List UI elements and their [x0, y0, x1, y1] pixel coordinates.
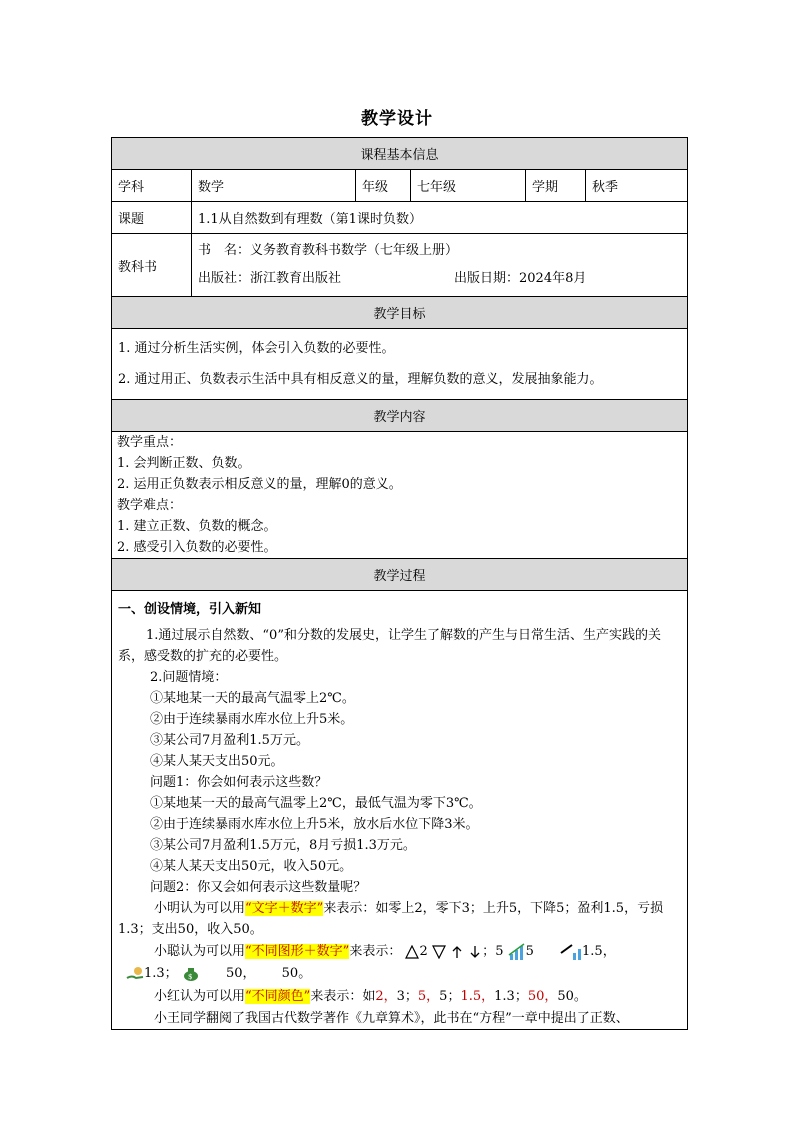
scenario-item: ①某地某一天的最高气温零上2℃。 — [150, 691, 355, 706]
bar-chart-down-icon — [560, 943, 582, 961]
topic-label: 课题 — [112, 202, 192, 234]
xiaocong-paragraph-cont: 1.3； $ 50， 50。 — [118, 963, 681, 985]
scenario-item: ④某人某天支出50元，收入50元。 — [150, 859, 353, 874]
section-heading: 一、创设情境，引入新知 — [118, 602, 262, 617]
page-title: 教学设计 — [361, 109, 433, 129]
question-1: 问题1：你会如何表示这些数？ — [150, 775, 328, 790]
xiaowang-paragraph: 小王同学翻阅了我国古代数学著作《九章算术》，此书在“方程”一章中提出了正数、 — [154, 1011, 629, 1026]
svg-text:$: $ — [187, 972, 193, 981]
book-name: 书 名：义务教育教科书数学（七年级上册） — [198, 243, 459, 258]
subject-label: 学科 — [112, 170, 192, 202]
highlight-shape-number: “不同图形＋数字” — [245, 944, 350, 959]
lesson-table — [111, 137, 688, 1030]
highlight-text-number: “文字＋数字” — [245, 901, 324, 916]
money-bag-icon — [182, 966, 200, 982]
triangle-up-icon — [405, 945, 419, 959]
paragraph-scenario-title: 2.问题情境： — [150, 670, 228, 685]
bar-chart-up-icon — [508, 943, 526, 961]
arrow-down-icon — [468, 945, 482, 959]
publish-date: 出版日期：2024年8月 — [454, 271, 587, 286]
topic-value: 1.1从自然数到有理数（第1课时负数） — [192, 202, 688, 234]
subject-value: 数学 — [192, 170, 356, 202]
goal-item: 1. 通过分析生活实例，体会引入负数的必要性。 — [118, 341, 395, 356]
difficulty-item: 1. 建立正数、负数的概念。 — [117, 519, 277, 534]
highlight-color: “不同颜色” — [245, 989, 311, 1004]
question-2: 问题2：你又会如何表示这些数量呢？ — [150, 880, 367, 895]
difficulty-label: 教学难点： — [117, 498, 183, 513]
scenario-item: ③某公司7月盈利1.5万元，8月亏损1.3万元。 — [150, 838, 416, 853]
scenario-item: ②由于连续暴雨水库水位上升5米，放水后水位下降3米。 — [150, 817, 479, 832]
basic-info-header: 课程基本信息 — [112, 138, 688, 170]
key-points-label: 教学重点： — [117, 435, 183, 450]
textbook-label: 教科书 — [112, 234, 192, 297]
scenario-item: ②由于连续暴雨水库水位上升5米。 — [150, 712, 354, 727]
money-hand-icon — [126, 966, 144, 982]
xiaoming-paragraph: 小明认为可以用“文字＋数字”来表示：如零上2，零下3；上升5，下降5；盈利1.5，亏损1.3；支出50，收入50。 — [118, 901, 664, 937]
scenario-item: ①某地某一天的最高气温零上2℃，最低气温为零下3℃。 — [150, 796, 482, 811]
goals-header: 教学目标 — [112, 297, 688, 329]
publisher: 出版社：浙江教育出版社 — [198, 271, 342, 286]
key-point-item: 2. 运用正负数表示相反意义的量，理解0的意义。 — [117, 477, 402, 492]
triangle-down-icon — [432, 945, 446, 959]
grade-value: 七年级 — [411, 170, 526, 202]
xiaocong-paragraph: 小聪认为可以用“不同图形＋数字”来表示： 2 ；5 5 1.5， — [154, 944, 616, 959]
paragraph-history: 1.通过展示自然数、“0”和分数的发展史，让学生了解数的产生与日常生活、生产实践的关系，感受数的扩充的必要性。 — [118, 628, 661, 664]
process-header: 教学过程 — [112, 559, 688, 591]
scenario-item: ③某公司7月盈利1.5万元。 — [150, 733, 309, 748]
goal-item: 2. 通过用正、负数表示生活中具有相反意义的量，理解负数的意义，发展抽象能力。 — [118, 372, 603, 387]
key-point-item: 1. 会判断正数、负数。 — [117, 456, 251, 471]
grade-label: 年级 — [356, 170, 411, 202]
arrow-up-icon — [450, 945, 464, 959]
term-label: 学期 — [526, 170, 586, 202]
content-header: 教学内容 — [112, 400, 688, 432]
scenario-item: ④某人某天支出50元。 — [150, 754, 284, 769]
xiaohong-paragraph: 小红认为可以用“不同颜色”来表示：如2，3；5，5；1.5，1.3；50，50。 — [154, 989, 587, 1004]
term-value: 秋季 — [586, 170, 688, 202]
difficulty-item: 2. 感受引入负数的必要性。 — [117, 540, 277, 555]
